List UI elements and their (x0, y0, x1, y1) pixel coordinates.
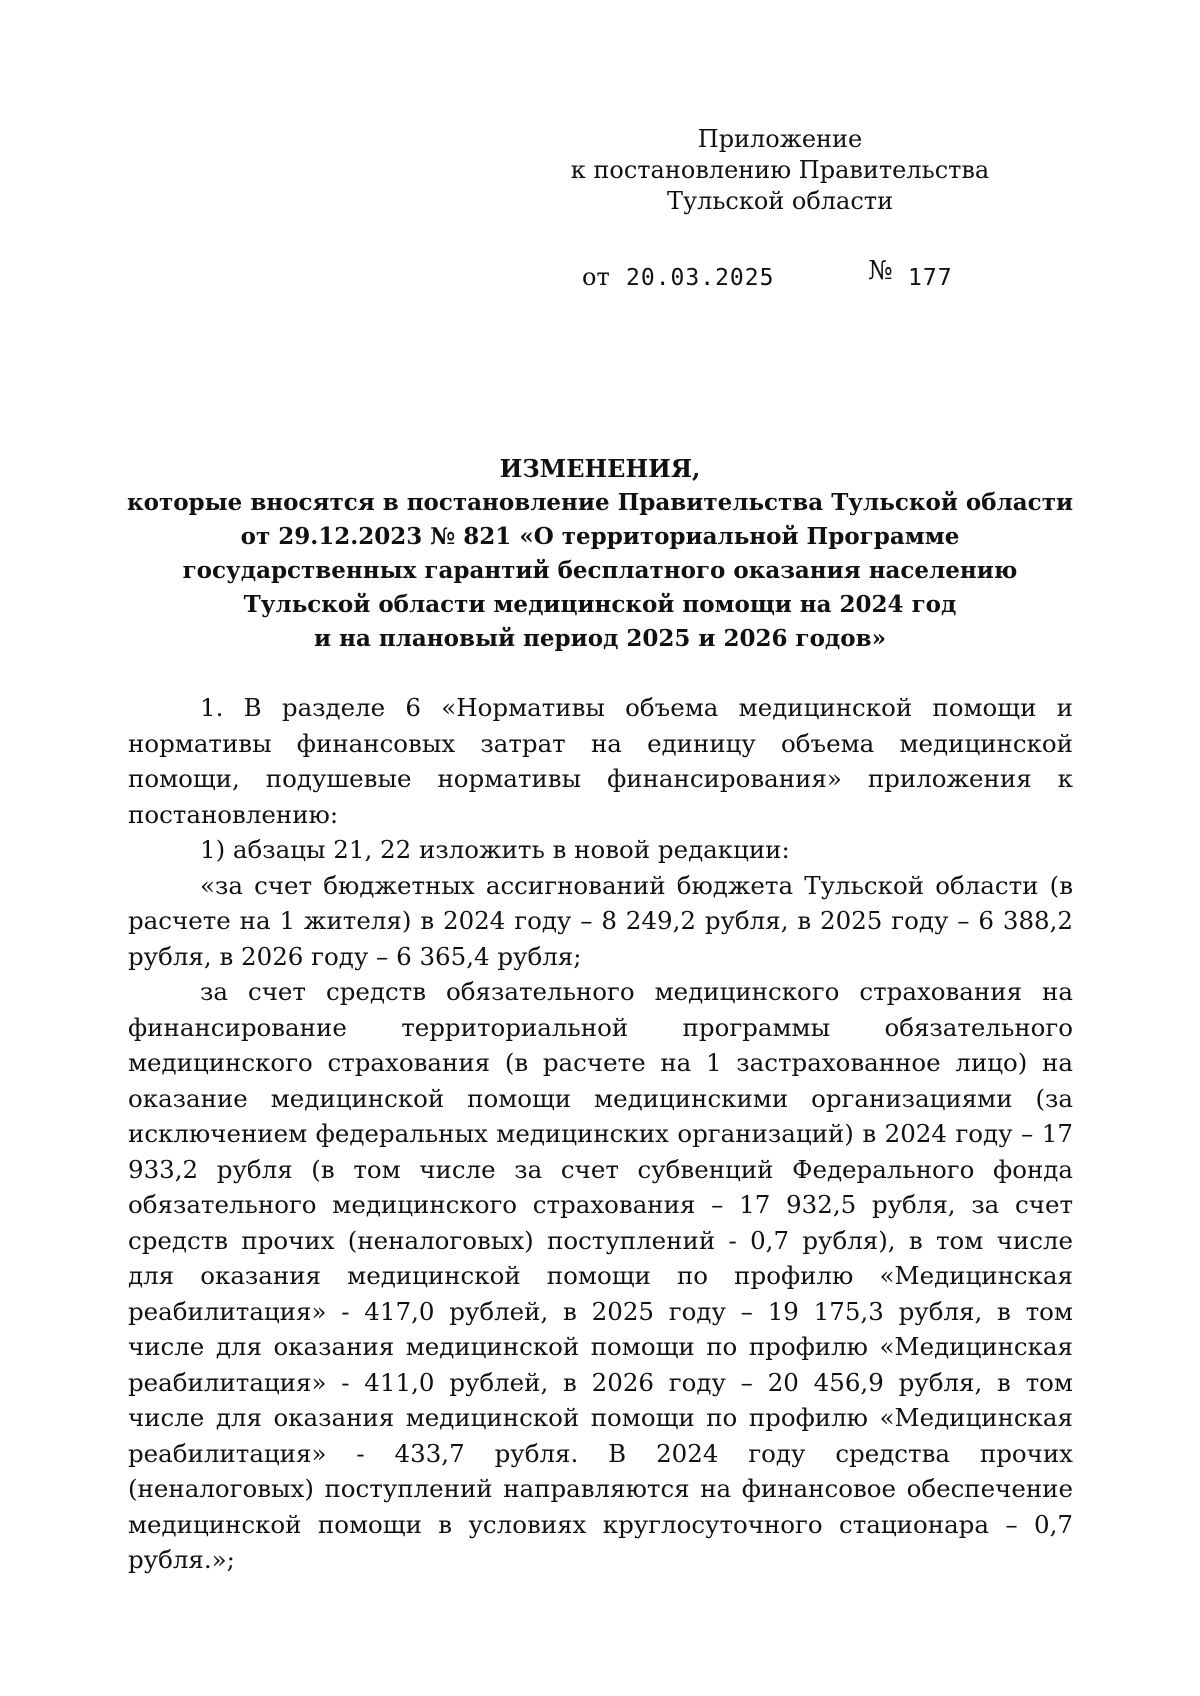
decree-date: 20.03.2025 (626, 265, 775, 291)
title-block (120, 452, 1080, 656)
date-prefix: от (582, 263, 610, 291)
title-line: государственных гарантий бесплатного оказания населению (182, 557, 1018, 584)
appendix-line-2: к постановлению Правительства (570, 156, 990, 184)
body-paragraph: за счет средств обязательного медицинского страхования на финансирование территориальной программы обязательного медицинского страхования (в расчете на 1 застрахованное лицо) на оказание медицинской помощи медицинскими организациями (за исключением федеральных медицинских организаций) в 2024 году – 17 933,2 рубля (в том числе за счет субвенций Федерального фонда обязательного медицинского страхования – 17 932,5 рубля, за счет средств прочих (неналоговых) поступлений - 0,7 рубля), в том числе для оказания медицинской помощи по профилю «Медицинская реабилитация» - 417,0 рублей, в 2025 году – 19 175,3 рубля, в том числе для оказания медицинской помощи по профилю «Медицинская реабилитация» - 411,0 рублей, в 2026 году – 20 456,9 рубля, в том числе для оказания медицинской помощи по профилю «Медицинская реабилитация» - 433,7 рубля. В 2024 году средства прочих (неналоговых) поступлений направляются на финансовое обеспечение медицинской помощи в условиях круглосуточного стационара – 0,7 рубля.»; (128, 977, 1073, 1574)
appendix-line-1: Приложение (697, 125, 863, 153)
body-text (128, 690, 1073, 1578)
title-line: которые вносятся в постановление Правительства Тульской области (127, 489, 1073, 516)
body-paragraph: 1) абзацы 21, 22 изложить в новой редакции: (200, 835, 790, 864)
body-paragraph: 1. В разделе 6 «Нормативы объема медицинской помощи и нормативы финансовых затрат на единицу объема медицинской помощи, подушевые нормативы финансирования» приложения к постановлению: (128, 693, 1073, 829)
body-paragraph: «за счет бюджетных ассигнований бюджета Тульской области (в расчете на 1 жителя) в 2024 году – 8 249,2 рубля, в 2025 году – 6 388,2 рубля, в 2026 году – 6 365,4 рубля; (128, 870, 1073, 971)
decree-number: 177 (908, 265, 953, 291)
appendix-line-3: Тульской области (666, 187, 894, 215)
title-line: Тульской области медицинской помощи на 2024 год (243, 591, 957, 618)
title-heading: ИЗМЕНЕНИЯ, (499, 454, 701, 483)
appendix-header (560, 124, 1000, 217)
title-line: от 29.12.2023 № 821 «О территориальной Программе (240, 523, 960, 550)
title-line: и на плановый период 2025 и 2026 годов» (314, 625, 886, 652)
number-sign: № (868, 256, 893, 286)
